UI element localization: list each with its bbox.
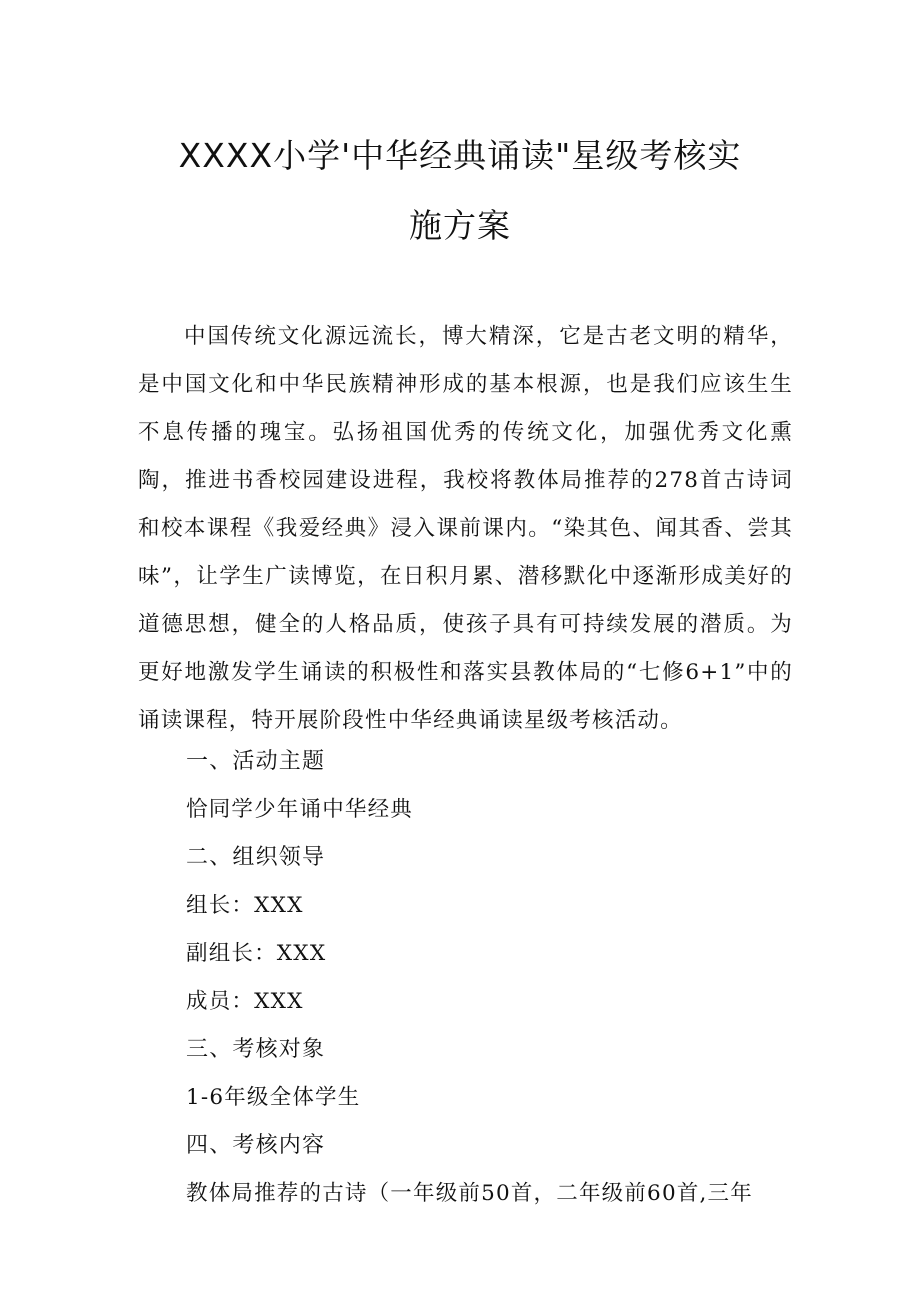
assessment-content-text: 教体局推荐的古诗（一年级前50首，二年级前60首,三年 [186,1181,753,1206]
document-title-line-2: 施方案 [409,206,511,245]
section-heading-activity-theme: 一、活动主题 [186,749,326,774]
activity-theme-text: 恰同学少年诵中华经典 [186,797,414,822]
section-heading-assessment-content: 四、考核内容 [186,1133,326,1158]
organization-deputy-leader: 副组长：XXX [186,941,327,966]
section-heading-assessment-target: 三、考核对象 [186,1037,326,1062]
assessment-target-text: 1-6年级全体学生 [186,1085,361,1110]
section-heading-organization: 二、组织领导 [186,845,326,870]
organization-leader: 组长：XXX [186,893,304,918]
intro-paragraph: 中国传统文化源远流长，博大精深，它是古老文明的精华，是中国文化和中华民族精神形成的基本根源，也是我们应该生生不息传播的瑰宝。弘扬祖国优秀的传统文化，加强优秀文化熏陶，推进书香校园建设进程，我校将教体局推荐的278首古诗词和校本课程《我爱经典》浸入课前课内。“染其色、闻其香、尝其味”，让学生广读博览，在日积月累、潜移默化中逐渐形成美好的道德思想，健全的人格品质，使孩子具有可持续发展的潜质。为更好地激发学生诵读的积极性和落实县教体局的“七修6+1”中的诵读课程，特开展阶段性中华经典诵读星级考核活动。 [138,324,793,733]
document-title-line-1: XXXX小学'中华经典诵读"星级考核实 [178,136,742,175]
organization-members: 成员：XXX [186,989,304,1014]
